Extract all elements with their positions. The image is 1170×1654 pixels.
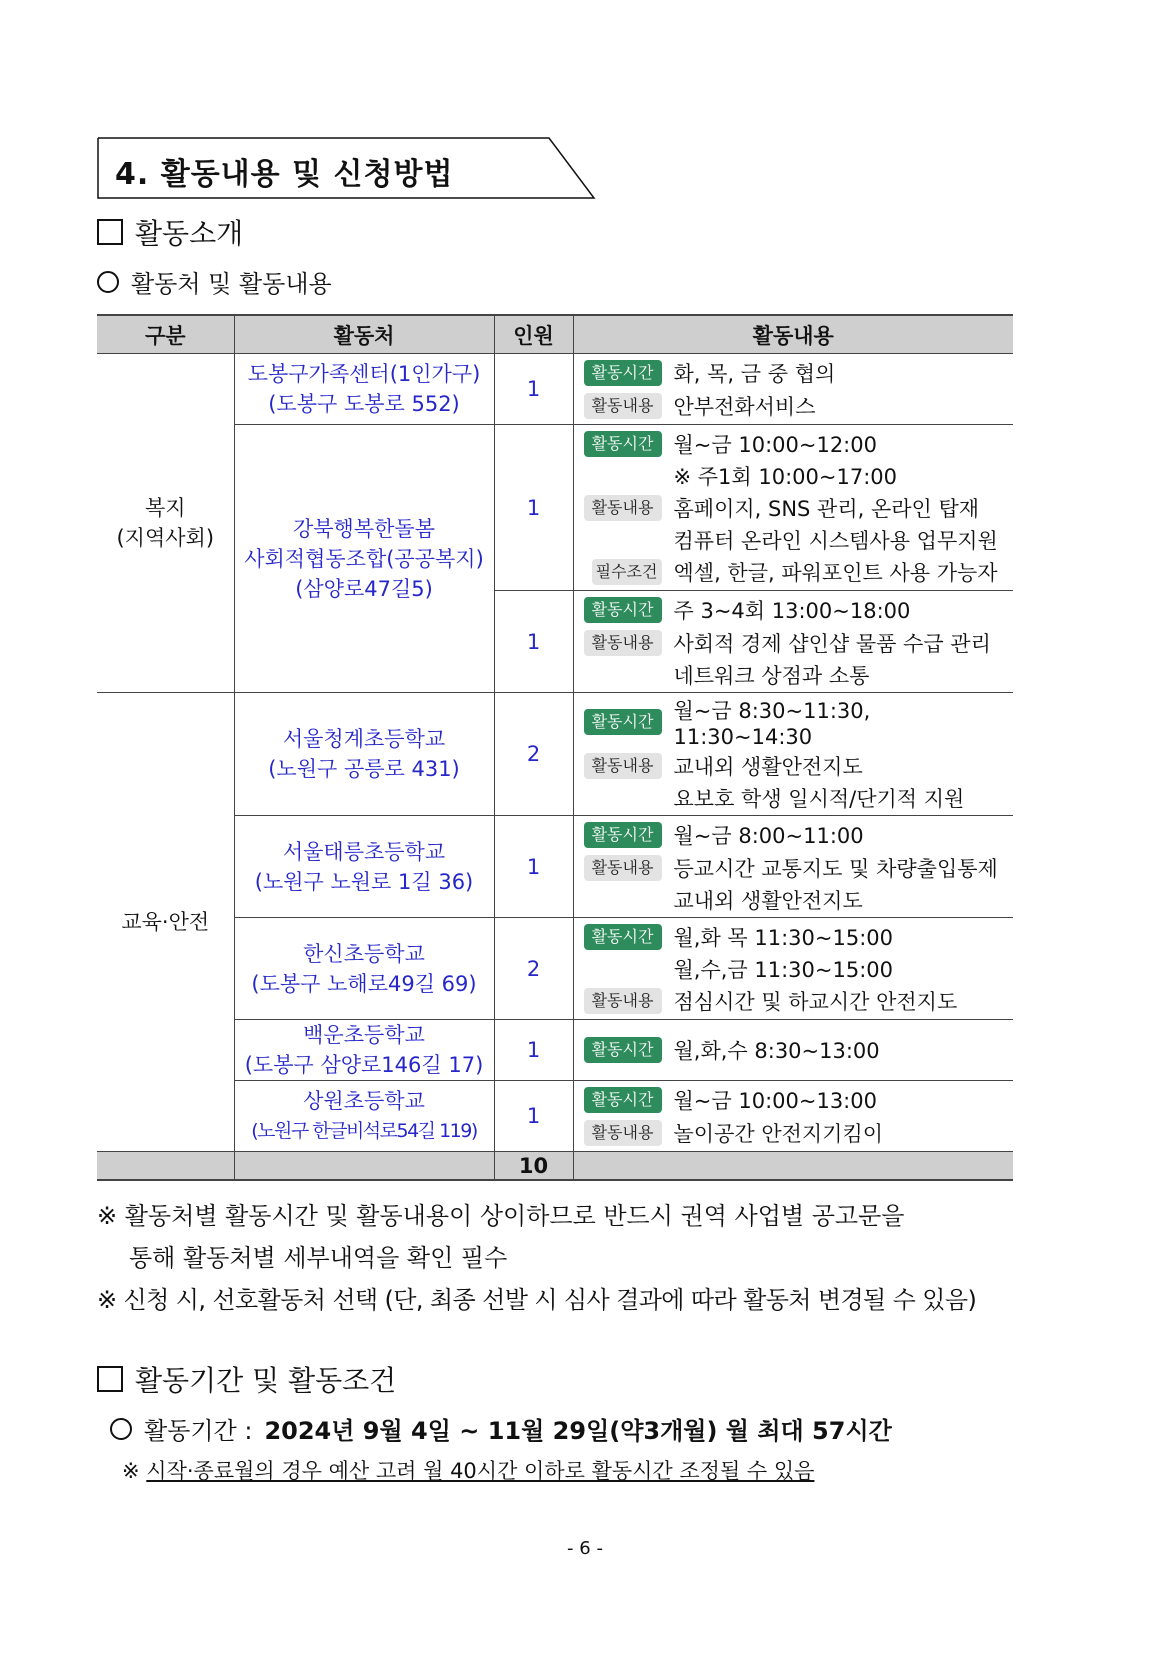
place-line: 한신초등학교 [303, 941, 425, 966]
main-flow [97, 314, 1013, 1599]
time-tag: 활동시간 [584, 822, 662, 848]
notes [97, 1195, 1013, 1321]
content-tag: 활동내용 [584, 855, 662, 881]
place-cell [234, 1020, 494, 1081]
place-line: (도봉구 도봉로 552) [268, 392, 460, 416]
intro-heading [97, 212, 243, 252]
content-line [584, 356, 1010, 389]
place-line: (노원구 공릉로 431) [268, 757, 460, 781]
content-text: 네트워크 상점과 소통 [673, 663, 870, 688]
content-tag: 활동내용 [584, 988, 662, 1014]
content-text: 엑셀, 한글, 파워포인트 사용 가능자 [673, 560, 998, 585]
content-text: 월,수,금 11:30~15:00 [673, 957, 894, 982]
category-cell [97, 354, 234, 693]
content-tag: 활동내용 [584, 495, 662, 521]
content-line [584, 1116, 1010, 1149]
section-title: 4. 활동내용 및 신청방법 [115, 157, 454, 192]
content-tag: 활동내용 [584, 630, 662, 656]
content-line [584, 659, 1010, 690]
period-note-text: 시작·종료월의 경우 예산 고려 월 40시간 이하로 활동시간 조정될 수 있음 [146, 1459, 815, 1483]
place-line: 상원초등학교 [303, 1089, 425, 1113]
header-count: 인원 [494, 315, 573, 354]
count-cell: 2 [494, 918, 573, 1020]
period-note-mark: ※ [122, 1459, 140, 1483]
time-tag: 활동시간 [584, 924, 662, 950]
activity-table [97, 314, 1013, 1181]
note-1: ※ 활동처별 활동시간 및 활동내용이 상이하므로 반드시 권역 사업별 공고문을 [97, 1202, 905, 1230]
header-category: 구분 [97, 315, 234, 354]
place-line: (도봉구 노해로49길 69) [251, 971, 477, 996]
content-cell [573, 425, 1013, 591]
content-line [584, 460, 1010, 491]
intro-sub-text: 활동처 및 활동내용 [131, 270, 332, 298]
checkbox-square-icon [97, 1366, 123, 1392]
place-line: (노원구 노원로 1길 36) [254, 869, 474, 894]
content-cell [573, 1020, 1013, 1081]
table-row [97, 354, 1013, 425]
content-cell [573, 354, 1013, 425]
content-text: 월,화,수 8:30~13:00 [673, 1039, 880, 1063]
content-text: 교내외 생활안전지도 [673, 754, 863, 779]
category-label: 교육·안전 [121, 910, 210, 934]
place-line: 백운초등학교 [303, 1023, 425, 1047]
count-cell: 1 [494, 591, 573, 693]
circle-bullet-icon [97, 271, 119, 293]
content-line [584, 491, 1010, 524]
place-cell [234, 816, 494, 918]
intro-heading-text: 활동소개 [135, 217, 244, 250]
period-value: 2024년 9월 4일 ~ 11월 29일(약3개월) 월 최대 57시간 [264, 1417, 892, 1445]
table-row [97, 1081, 1013, 1152]
period-label: 활동기간 : [144, 1417, 253, 1445]
place-cell [234, 693, 494, 816]
content-text: 월~금 8:30~11:30, 11:30~14:30 [673, 699, 871, 749]
count-cell: 1 [494, 425, 573, 591]
content-line [584, 920, 1010, 953]
place-cell [234, 425, 494, 693]
note-1-cont: 통해 활동처별 세부내역을 확인 필수 [129, 1244, 508, 1272]
place-line: 서울태릉초등학교 [282, 839, 446, 864]
content-line [584, 695, 1010, 749]
content-cell [573, 816, 1013, 918]
table-row [97, 918, 1013, 1020]
time-tag: 활동시간 [584, 709, 662, 735]
content-line [584, 782, 1010, 813]
table-row [97, 816, 1013, 918]
total-empty [234, 1152, 494, 1181]
content-line [584, 984, 1010, 1017]
time-tag: 활동시간 [584, 431, 662, 457]
place-line: (노원구 한글비석로54길 119) [251, 1120, 477, 1142]
content-text: 월~금 8:00~11:00 [673, 823, 864, 848]
table-row [97, 1020, 1013, 1081]
content-line [584, 818, 1010, 851]
content-cell [573, 693, 1013, 816]
note-2: ※ 신청 시, 선호활동처 선택 (단, 최종 선발 시 심사 결과에 따라 활동처 변경될 수 있음) [97, 1286, 977, 1314]
place-line: (도봉구 삼양로146길 17) [244, 1053, 484, 1077]
place-cell [234, 354, 494, 425]
count-cell: 1 [494, 816, 573, 918]
place-line: 서울청계초등학교 [282, 727, 446, 751]
content-line [584, 851, 1010, 884]
time-tag: 활동시간 [584, 597, 662, 623]
total-empty [573, 1152, 1013, 1181]
total-count: 10 [494, 1152, 573, 1181]
place-line: 도봉구가족센터(1인가구) [247, 362, 481, 386]
content-text: 등교시간 교통지도 및 차량출입통제 [673, 856, 998, 881]
table-header-row [97, 315, 1013, 354]
content-line [584, 1034, 1010, 1067]
content-line [584, 884, 1010, 915]
count-cell: 1 [494, 1020, 573, 1081]
content-text: 홈페이지, SNS 관리, 온라인 탑재 [673, 496, 980, 521]
period-line [110, 1411, 1013, 1446]
content-tag: 필수조건 [592, 559, 662, 585]
period-heading [97, 1359, 1013, 1399]
table-total-row [97, 1152, 1013, 1181]
content-cell [573, 918, 1013, 1020]
time-tag: 활동시간 [584, 360, 662, 386]
content-line [584, 626, 1010, 659]
content-line [584, 953, 1010, 984]
total-empty [97, 1152, 234, 1181]
content-line [584, 1083, 1010, 1116]
intro-subheading [97, 264, 332, 299]
section-title-box [97, 137, 597, 199]
header-content: 활동내용 [573, 315, 1013, 354]
content-text: 주 3~4회 13:00~18:00 [673, 598, 911, 623]
content-text: ※ 주1회 10:00~17:00 [673, 464, 898, 489]
content-text: 놀이공간 안전지기킴이 [673, 1121, 884, 1146]
content-text: 컴퓨터 온라인 시스템사용 업무지원 [673, 528, 998, 553]
checkbox-square-icon [97, 219, 123, 245]
content-cell [573, 591, 1013, 693]
category-cell [97, 693, 234, 1152]
content-tag: 활동내용 [584, 753, 662, 779]
place-line: (삼양로47길5) [295, 576, 433, 601]
period-heading-text: 활동기간 및 활동조건 [135, 1364, 397, 1397]
place-line: 사회적협동조합(공공복지) [244, 546, 484, 571]
content-line [584, 427, 1010, 460]
content-text: 월~금 10:00~13:00 [673, 1088, 877, 1113]
content-text: 사회적 경제 샵인샵 물품 수급 관리 [673, 631, 991, 656]
time-tag: 활동시간 [584, 1087, 662, 1113]
content-line [584, 749, 1010, 782]
circle-bullet-icon [110, 1418, 132, 1440]
content-text: 화, 목, 금 중 협의 [673, 361, 836, 386]
count-cell: 1 [494, 354, 573, 425]
place-cell [234, 1081, 494, 1152]
content-text: 월,화 목 11:30~15:00 [673, 925, 894, 950]
table-row [97, 693, 1013, 816]
table-row [97, 425, 1013, 591]
content-line [584, 524, 1010, 555]
place-line: 강북행복한돌봄 [292, 516, 435, 541]
count-cell: 1 [494, 1081, 573, 1152]
period-note [122, 1456, 1013, 1486]
content-line [584, 555, 1010, 588]
header-place: 활동처 [234, 315, 494, 354]
content-tag: 활동내용 [584, 393, 662, 419]
place-cell [234, 918, 494, 1020]
count-cell: 2 [494, 693, 573, 816]
content-line [584, 389, 1010, 422]
category-label: 복지 (지역사회) [116, 496, 215, 550]
content-tag: 활동내용 [584, 1120, 662, 1146]
content-cell [573, 1081, 1013, 1152]
content-text: 요보호 학생 일시적/단기적 지원 [673, 786, 965, 811]
content-text: 월~금 10:00~12:00 [673, 432, 877, 457]
content-text: 점심시간 및 하교시간 안전지도 [673, 989, 958, 1014]
page-number: - 6 - [567, 1538, 603, 1559]
content-text: 교내외 생활안전지도 [673, 888, 863, 913]
content-line [584, 593, 1010, 626]
content-text: 안부전화서비스 [673, 394, 816, 419]
time-tag: 활동시간 [584, 1037, 662, 1063]
